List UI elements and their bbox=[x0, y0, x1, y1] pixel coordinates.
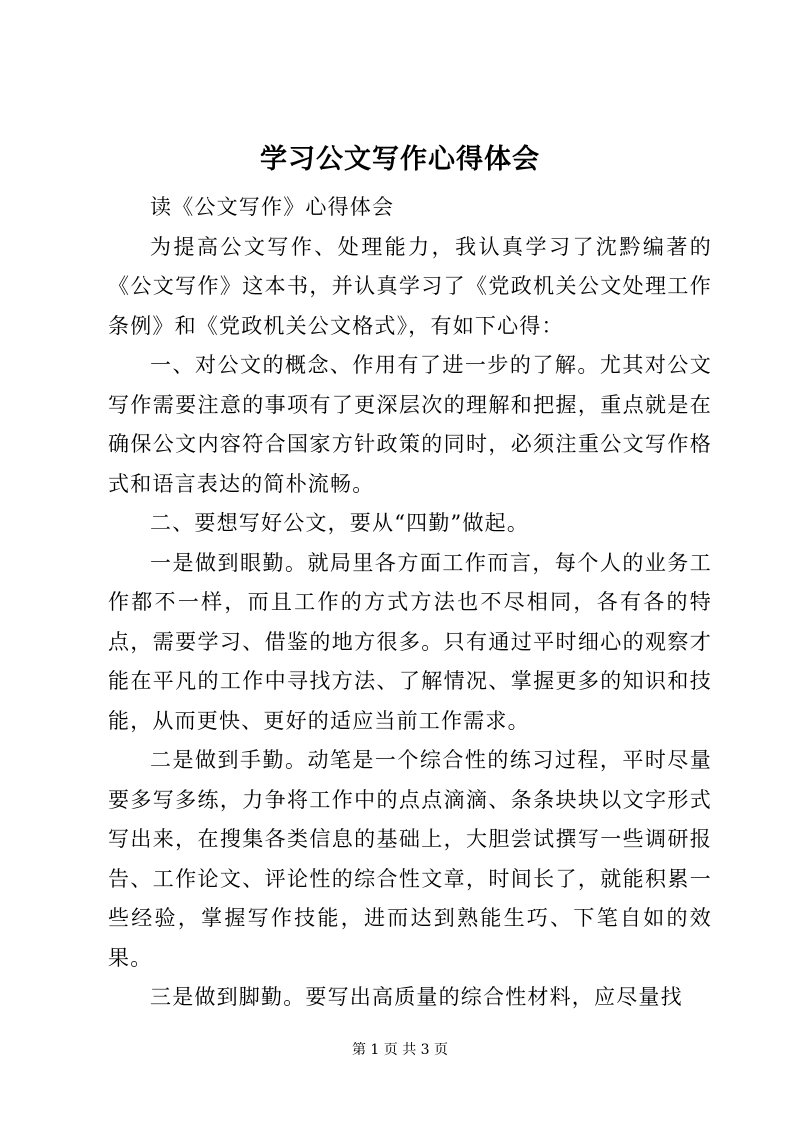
paragraph-point-two: 二、要想写好公文，要从“四勤”做起。 bbox=[150, 511, 530, 535]
document-body bbox=[108, 188, 712, 1018]
paragraph-foot-diligence: 三是做到脚勤。要写出高质量的综合性材料，应尽量找 bbox=[150, 985, 683, 1009]
paragraph-eye-diligence: 一是做到眼勤。就局里各方面工作而言，每个人的业务工作都不一样，而且工作的方式方法也不尽相同，各有各的特点，需要学习、借鉴的地方很多。只有通过平时细心的观察才能在平凡的工作中寻找方法、了解情况、掌握更多的知识和技能，从而更快、更好的适应当前工作需求。 bbox=[108, 550, 712, 733]
paragraph-point-one: 一、对公文的概念、作用有了进一步的了解。尤其对公文写作需要注意的事项有了更深层次的理解和把握，重点就是在确保公文内容符合国家方针政策的同时，必须注重公文写作格式和语言表达的简朴流畅。 bbox=[108, 353, 712, 496]
paragraph-hand-diligence: 二是做到手勤。动笔是一个综合性的练习过程，平时尽量要多写多练，力争将工作中的点点滴滴、条条块块以文字形式写出来，在搜集各类信息的基础上，大胆尝试撰写一些调研报告、工作论文、评论性的综合性文章，时间长了，就能积累一些经验，掌握写作技能，进而达到熟能生巧、下笔自如的效果。 bbox=[108, 748, 712, 970]
paragraph-intro: 为提高公文写作、处理能力，我认真学习了沈黔编著的《公文写作》这本书，并认真学习了《党政机关公文处理工作条例》和《党政机关公文格式》，有如下心得： bbox=[108, 234, 712, 338]
page-footer: 第 1 页 共 3 页 bbox=[351, 1042, 449, 1058]
paragraph-subtitle: 读《公文写作》心得体会 bbox=[150, 195, 395, 219]
document-title: 学习公文写作心得体会 bbox=[260, 144, 540, 175]
